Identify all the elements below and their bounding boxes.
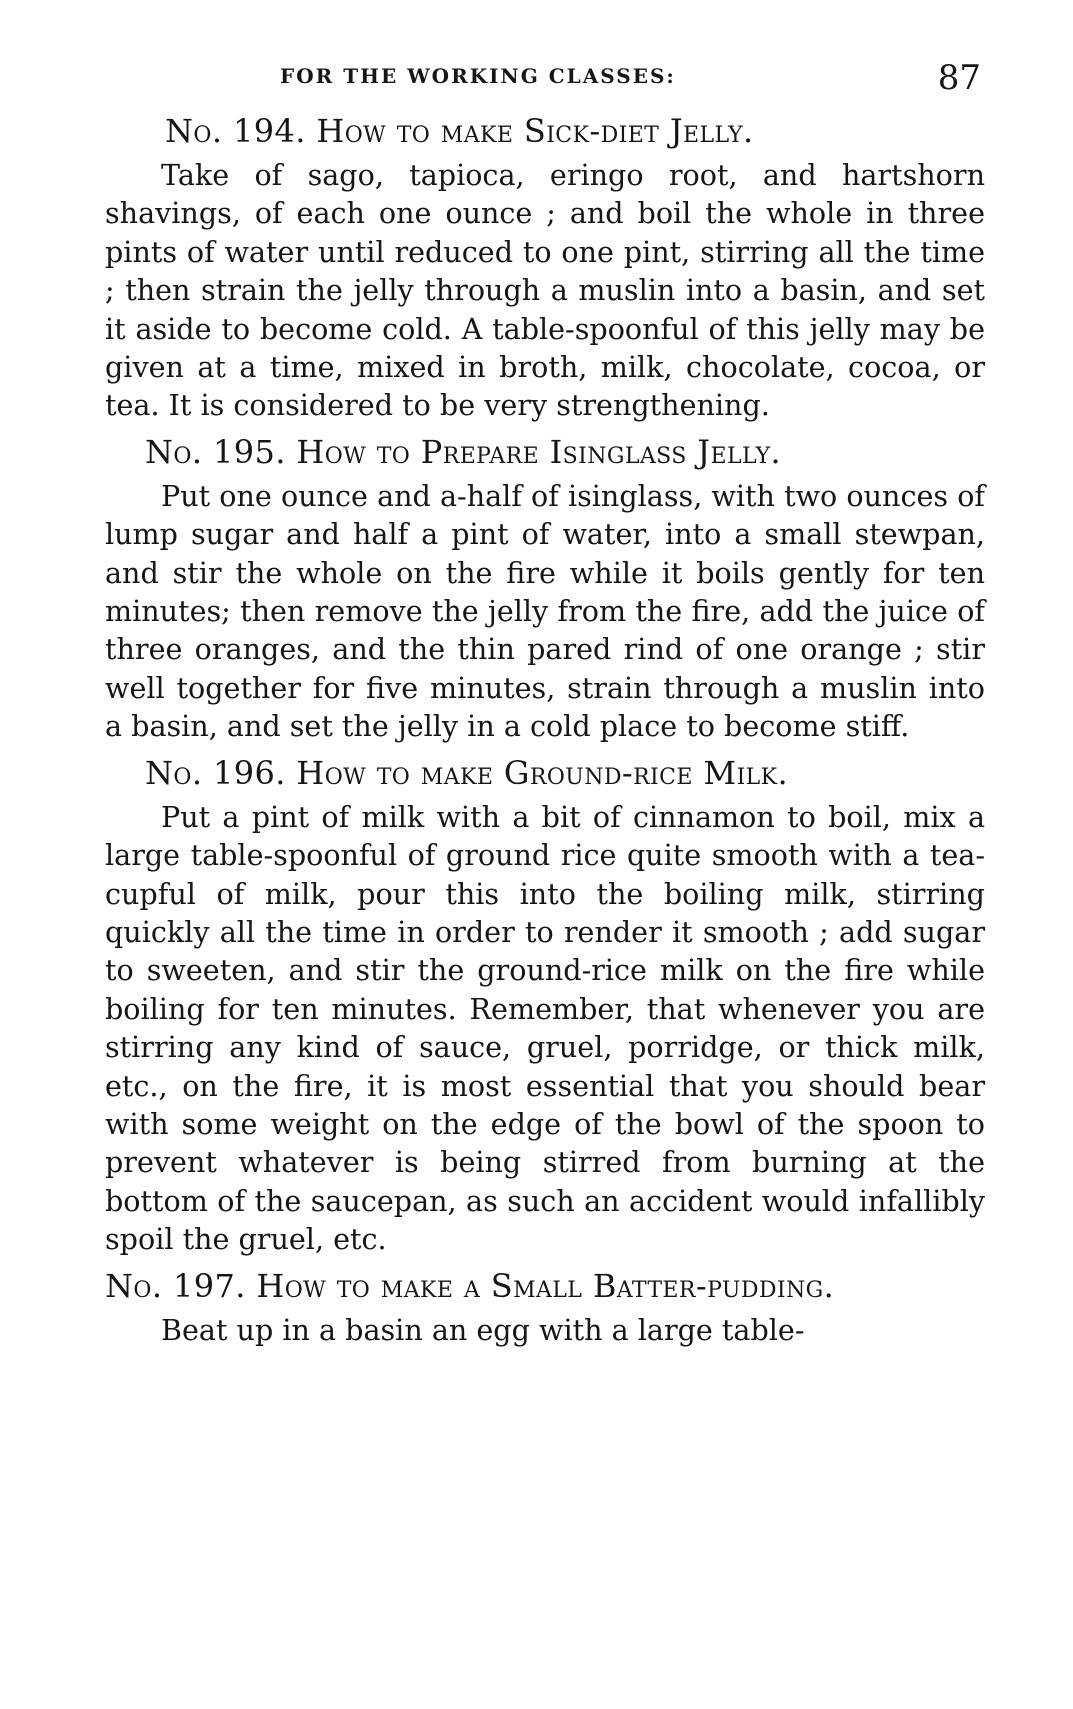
recipe-text: Put a pint of milk with a bit of cinnamon to boil, mix a large table-spoonful of ground rice quite smooth with a tea-cupful of milk, pour this into the boiling milk, stirring quickly all the time in order to render it smooth ; add sugar to sweeten, and stir the ground-rice milk on the fire while boiling for ten minutes. Remember, that whenever you are stirring any kind of sauce, gruel, porridge, or thick milk, etc., on the fire, it is most essential that you should bear with some weight on the edge of the bowl of the spoon to prevent whatever is being stirred from burning at the bottom of the saucepan, as such an accident would infallibly spoil the gruel, etc. <box>105 799 985 1257</box>
recipe-195 <box>105 433 985 746</box>
recipe-197 <box>105 1267 985 1349</box>
running-header <box>105 58 985 104</box>
recipe-heading: No. 194. How to make Sick-diet Jelly. <box>165 112 754 150</box>
recipe-text: Take of sago, tapioca, eringo root, and hartshorn shavings, of each one ounce ; and boil the whole in three pints of water until reduced to one pint, stirring all the time ; then strain the jelly through a muslin into a basin, and set it aside to become cold. A table-spoonful of this jelly may be given at a time, mixed in broth, milk, chocolate, cocoa, or tea. It is considered to be very strengthening. <box>105 158 985 423</box>
recipe-text: Put one ounce and a-half of isinglass, with two ounces of lump sugar and half a pint of water, into a small stewpan, and stir the whole on the fire while it boils gently for ten minutes; then remove the jelly from the fire, add the juice of three oranges, and the thin pared rind of one orange ; stir well together for five minutes, strain through a muslin into a basin, and set the jelly in a cold place to become stiff. <box>105 478 985 744</box>
recipe-heading: No. 197. How to make a Small Batter-pudding. <box>105 1266 835 1305</box>
recipe-194 <box>105 112 985 425</box>
recipe-heading: No. 196. How to make Ground-rice Milk. <box>145 753 789 792</box>
recipe-196 <box>105 754 985 1259</box>
book-page <box>105 58 985 1349</box>
running-title: FOR THE WORKING CLASSES: <box>280 64 676 88</box>
recipe-heading: No. 195. How to Prepare Isinglass Jelly. <box>145 432 782 471</box>
recipe-text: Beat up in a basin an egg with a large table- <box>161 1312 805 1347</box>
page-number: 87 <box>937 58 981 98</box>
